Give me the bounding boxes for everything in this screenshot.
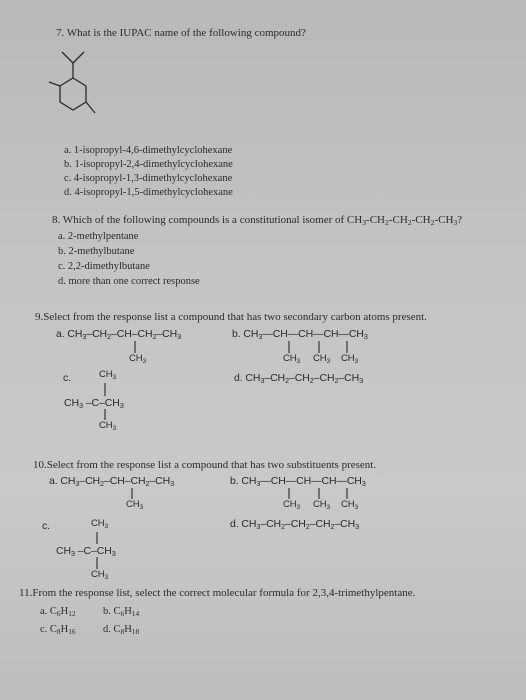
q10-option-b[interactable]: b. $CH_3—CH—CH—CH—CH_3$ <box>230 475 366 488</box>
q7-option-b[interactable]: b. 1-isopropyl-2,4-dimethylcyclohexane <box>64 159 233 170</box>
q8-formula: $CH_3-CH_2-CH_2-CH_2-CH_3$? <box>346 214 463 227</box>
q9-option-a[interactable]: a. $CH_3-CH_2-CH-CH_2-CH_3$ <box>56 328 182 341</box>
q10-option-b-branch-3: $CH_3$ <box>341 499 359 511</box>
q9-option-b-branch-2: $CH_3$ <box>313 353 331 365</box>
q9-option-b-branch-1: $CH_3$ <box>283 353 301 365</box>
q9-option-c-top: $CH_3$ <box>99 369 117 381</box>
q10-option-b-branch-2: $CH_3$ <box>313 499 331 511</box>
q9-option-c-main: $CH_3$ $-C-CH_3$ <box>64 397 124 410</box>
q10-option-c-main: $CH_3$ $-C-CH_3$ <box>56 545 116 558</box>
q9-option-c-bottom: $CH_3$ <box>99 420 117 432</box>
q8-option-a[interactable]: a. 2-methylpentane <box>58 231 139 242</box>
q8-option-c[interactable]: c. 2,2-dimethylbutane <box>58 261 150 272</box>
q10-option-a-branch: $CH_3$ <box>126 499 144 511</box>
q11-option-b[interactable]: b. $C_6H_{14}$ <box>103 606 140 618</box>
q9-option-a-branch: $CH_3$ <box>129 353 147 365</box>
q7-prompt: 7. What is the IUPAC name of the following compound? <box>56 27 306 39</box>
q8-option-d[interactable]: d. more than one correct response <box>58 276 200 287</box>
q9-option-d[interactable]: d. $CH_3-CH_2-CH_2-CH_2-CH_3$ <box>234 372 364 385</box>
q11-option-c[interactable]: c. $C_8H_{16}$ <box>40 624 76 636</box>
q10-option-b-branch-1: $CH_3$ <box>283 499 301 511</box>
q8-prompt-text: 8. Which of the following compounds is a constitutional isomer of <box>52 214 345 226</box>
q10-prompt: 10.Select from the response list a compound that has two substituents present. <box>33 459 377 471</box>
q7-option-c[interactable]: c. 4-isopropyl-1,3-dimethylcyclohexane <box>64 173 233 184</box>
q10-option-d[interactable]: d. $CH_3-CH_2-CH_2-CH_2-CH_3$ <box>230 518 360 531</box>
q10-option-c-bottom: $CH_3$ <box>91 569 109 581</box>
q9-option-b[interactable]: b. $CH_3—CH—CH—CH—CH_3$ <box>232 328 368 341</box>
q9-option-c-label[interactable]: c. <box>63 372 71 384</box>
q7-option-a[interactable]: a. 1-isopropyl-4,6-dimethylcyclohexane <box>64 145 233 156</box>
q9-prompt: 9.Select from the response list a compound that has two secondary carbon atoms present. <box>35 311 427 323</box>
q7-option-d[interactable]: d. 4-isopropyl-1,5-dimethylcyclohexane <box>64 187 233 198</box>
q10-option-c-label[interactable]: c. <box>42 520 50 532</box>
q9-option-b-branch-3: $CH_3$ <box>341 353 359 365</box>
q11-option-a[interactable]: a. $C_6H_{12}$ <box>40 606 76 618</box>
q11-option-d[interactable]: d. $C_8H_{18}$ <box>103 624 140 636</box>
q8-option-b[interactable]: b. 2-methylbutane <box>58 246 135 257</box>
q11-prompt: 11.From the response list, select the correct molecular formula for 2,3,4-trimethylpentane. <box>19 587 416 599</box>
q10-option-c-top: $CH_3$ <box>91 518 109 530</box>
q10-option-a[interactable]: a. $CH_3-CH_2-CH-CH_2-CH_3$ <box>49 475 175 488</box>
